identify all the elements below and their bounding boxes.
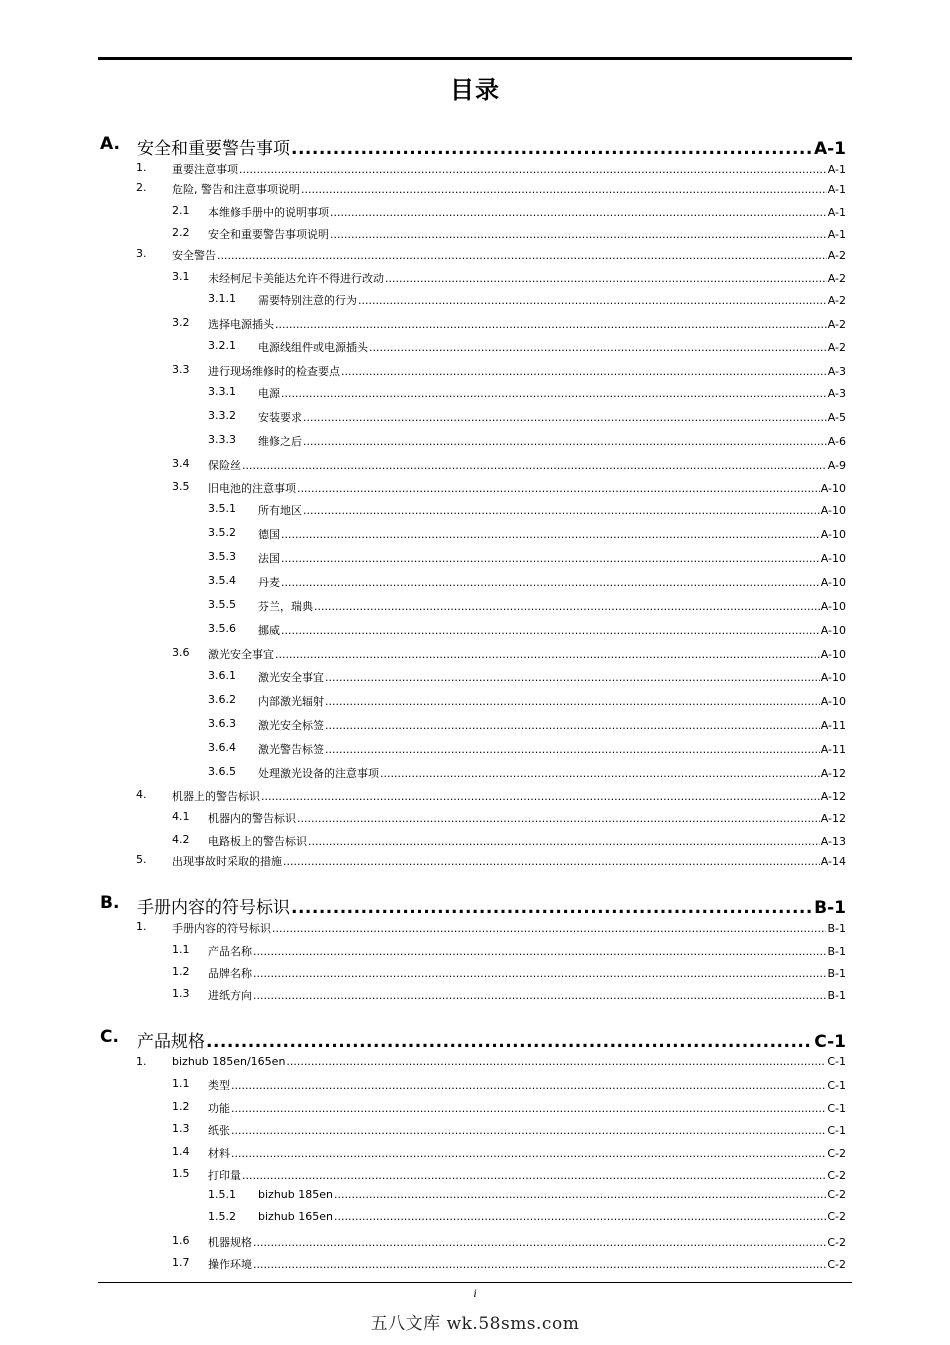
toc-number: 3.5.6 [208,622,236,635]
toc-entry[interactable] [172,1234,846,1250]
watermark-text: 五八文库 wk.58sms.com [370,1314,580,1334]
toc-label: 功能 [208,1102,230,1115]
page-number: i [473,1286,477,1300]
toc-entry[interactable] [172,480,846,496]
toc-page-ref: C-1 [827,1124,846,1137]
toc-entry[interactable] [172,987,846,1003]
toc-label: 安装要求 [258,411,302,424]
toc-label: 内部激光辐射 [258,695,324,708]
toc-number: 3.5 [172,480,190,493]
toc-entry[interactable] [172,457,846,473]
toc-number: 2. [136,181,147,194]
dot-leader [253,967,826,980]
toc-page-ref: A-2 [827,318,846,331]
toc-entry[interactable] [172,646,846,662]
toc-label: 所有地区 [258,504,302,517]
toc-page-ref: A-2 [827,294,846,307]
toc-page-ref: C-2 [827,1210,846,1223]
toc-number: 4.1 [172,810,190,823]
toc-number: 1.5 [172,1167,190,1180]
toc-label: 未经柯尼卡美能达允许不得进行改动 [208,272,384,285]
dot-leader [242,459,827,472]
toc-number: 2.2 [172,226,190,239]
toc-label: 出现事故时采取的措施 [172,855,282,868]
toc-label: 挪威 [258,624,280,637]
toc-label: 手册内容的符号标识 [172,922,271,935]
toc-number: 1.7 [172,1256,190,1269]
toc-number: 3.1.1 [208,292,236,305]
toc-label: 电路板上的警告标识 [208,835,307,848]
dot-leader [281,552,820,565]
toc-page-ref: A-10 [820,624,846,637]
toc-number: 3.3 [172,363,190,376]
toc-page-ref: A-2 [827,272,846,285]
toc-page-ref: A-11 [820,743,846,756]
toc-page-ref: A-1 [827,183,846,196]
toc-entry[interactable] [136,161,846,177]
dot-leader [325,695,820,708]
toc-number: 3.5.2 [208,526,236,539]
toc-entry[interactable] [136,788,846,804]
dot-leader [308,835,820,848]
toc-entry[interactable] [172,204,846,220]
toc-number: 3.4 [172,457,190,470]
toc-entry[interactable] [172,810,846,826]
toc-page-ref: A-1 [827,206,846,219]
dot-leader [330,228,827,241]
toc-label: bizhub 185en [258,1188,333,1201]
dot-leader [291,898,813,918]
toc-label: 激光警告标签 [258,743,324,756]
toc-number: B. [100,893,120,913]
dot-leader [217,249,827,262]
toc-entry[interactable] [208,292,846,308]
toc-label: 重要注意事项 [172,163,238,176]
toc-entry[interactable] [172,316,846,332]
dot-leader [330,206,827,219]
toc-number: 1.3 [172,1122,190,1135]
dot-leader [291,139,813,159]
dot-leader [231,1102,826,1115]
dot-leader [275,648,820,661]
toc-number: 3.2.1 [208,339,236,352]
dot-leader [297,812,820,825]
toc-page-ref: C-2 [827,1236,846,1249]
toc-entry[interactable] [208,385,846,401]
toc-page-ref: A-12 [820,790,846,803]
toc-entry[interactable] [172,965,846,981]
toc-label: 电源 [258,387,280,400]
dot-leader [242,1169,826,1182]
toc-number: 2.1 [172,204,190,217]
toc-number: 3.6.1 [208,669,236,682]
toc-label: 机器内的警告标识 [208,812,296,825]
toc-entry[interactable] [208,693,846,709]
toc-page-ref: A-12 [820,767,846,780]
toc-entry[interactable] [208,1188,846,1201]
toc-label: 激光安全事宜 [208,648,274,661]
toc-label: 机器规格 [208,1236,252,1249]
toc-label: 打印量 [208,1169,241,1182]
dot-leader [358,294,827,307]
dot-leader [231,1124,826,1137]
toc-page-ref: A-10 [820,600,846,613]
bottom-rule [98,1282,852,1283]
toc-number: 1.1 [172,943,190,956]
dot-leader [281,624,820,637]
toc-number: 3.2 [172,316,190,329]
toc-label: 旧电池的注意事项 [208,482,296,495]
toc-number: 1. [136,920,147,933]
dot-leader [253,1236,826,1249]
toc-page-ref: C-1 [814,1032,846,1052]
toc-label: 丹麦 [258,576,280,589]
toc-page-ref: A-2 [827,341,846,354]
toc-page-ref: C-2 [827,1147,846,1160]
toc-label: 激光安全事宜 [258,671,324,684]
toc-entry[interactable] [172,833,846,849]
toc-label: 品牌名称 [208,967,252,980]
toc-entry[interactable] [208,526,846,542]
toc-page-ref: A-10 [820,528,846,541]
dot-leader [231,1079,826,1092]
toc-number: 3.3.3 [208,433,236,446]
toc-page-ref: A-6 [827,435,846,448]
toc-entry[interactable] [208,669,846,685]
toc-page-ref: A-12 [820,812,846,825]
toc-label: 类型 [208,1079,230,1092]
dot-leader [303,435,827,448]
toc-page-ref: A-1 [827,228,846,241]
toc-entry[interactable] [208,717,846,733]
toc-label: 安全和重要警告事项 [137,139,290,159]
toc-page-ref: B-1 [827,945,846,958]
toc-page-ref: A-10 [820,695,846,708]
toc-number: 3.5.1 [208,502,236,515]
toc-number: 3.6.3 [208,717,236,730]
toc-entry[interactable] [136,1055,846,1068]
toc-number: 1.2 [172,965,190,978]
toc-number: C. [100,1027,119,1047]
toc-label: 芬兰，瑞典 [258,600,313,613]
toc-number: 1.2 [172,1100,190,1113]
toc-label: 进纸方向 [208,989,252,1002]
dot-leader [325,671,820,684]
toc-label: 需要特别注意的行为 [258,294,357,307]
toc-label: 本维修手册中的说明事项 [208,206,329,219]
toc-page-ref: A-13 [820,835,846,848]
toc-label: 危险, 警告和注意事项说明 [172,183,300,196]
toc-label: 产品规格 [137,1032,205,1052]
dot-leader [253,945,826,958]
toc-entry[interactable] [172,270,846,286]
toc-label: 选择电源插头 [208,318,274,331]
toc-number: 1. [136,1055,147,1068]
toc-entry[interactable] [172,1077,846,1093]
toc-entry[interactable] [208,574,846,590]
toc-label: 维修之后 [258,435,302,448]
toc-entry[interactable] [208,598,846,614]
toc-entry[interactable] [136,181,846,197]
dot-leader [303,504,820,517]
toc-page-ref: C-2 [827,1169,846,1182]
toc-number: 1.1 [172,1077,190,1090]
dot-leader [297,482,820,495]
toc-number: 3.5.4 [208,574,236,587]
dot-leader [286,1055,826,1068]
toc-label: bizhub 165en [258,1210,333,1223]
toc-number: A. [100,134,120,154]
toc-entry[interactable] [172,1167,846,1183]
dot-leader [281,576,820,589]
toc-number: 3. [136,247,147,260]
dot-leader [253,989,826,1002]
toc-page-ref: C-1 [827,1102,846,1115]
toc-label: 安全警告 [172,249,216,262]
toc-entry[interactable] [172,363,846,379]
dot-leader [369,341,827,354]
toc-entry[interactable] [172,1145,846,1161]
toc-number: 3.6.4 [208,741,236,754]
dot-leader [341,365,827,378]
toc-page-ref: A-14 [820,855,846,868]
toc-number: 3.3.1 [208,385,236,398]
toc-page-ref: A-10 [820,552,846,565]
toc-number: 1.4 [172,1145,190,1158]
toc-entry[interactable] [172,226,846,242]
toc-number: 3.5.5 [208,598,236,611]
toc-page-ref: A-10 [820,648,846,661]
dot-leader [301,183,827,196]
dot-leader [283,855,820,868]
dot-leader [314,600,820,613]
toc-number: 1.5.1 [208,1188,236,1201]
toc-entry[interactable] [208,339,846,355]
toc-page-ref: C-1 [827,1055,846,1068]
toc-entry[interactable] [136,920,846,936]
toc-page-ref: A-10 [820,482,846,495]
toc-number: 3.6.5 [208,765,236,778]
toc-section-heading[interactable] [100,134,846,159]
toc-label: 手册内容的符号标识 [137,898,290,918]
toc-page-ref: A-1 [827,163,846,176]
toc-label: 材料 [208,1147,230,1160]
toc-entry[interactable] [208,1210,846,1223]
toc-page-ref: B-1 [827,989,846,1002]
toc-section-heading[interactable] [100,893,846,918]
toc-label: bizhub 185en/165en [172,1055,286,1068]
toc-label: 安全和重要警告事项说明 [208,228,329,241]
dot-leader [272,922,826,935]
toc-number: 4. [136,788,147,801]
toc-page-ref: C-1 [827,1079,846,1092]
dot-leader [206,1032,813,1052]
toc-label: 纸张 [208,1124,230,1137]
toc-page-ref: A-10 [820,671,846,684]
toc-page-ref: A-10 [820,504,846,517]
toc-entry[interactable] [172,1122,846,1138]
toc-number: 1.3 [172,987,190,1000]
toc-label: 处理激光设备的注意事项 [258,767,379,780]
toc-label: 进行现场维修时的检查要点 [208,365,340,378]
toc-section-heading[interactable] [100,1027,846,1052]
dot-leader [231,1147,826,1160]
toc-number: 3.1 [172,270,190,283]
dot-leader [281,528,820,541]
toc-label: 产品名称 [208,945,252,958]
dot-leader [239,163,827,176]
toc-number: 3.3.2 [208,409,236,422]
toc-page-ref: B-1 [814,898,846,918]
toc-page-ref: B-1 [827,967,846,980]
toc-entry[interactable] [208,550,846,566]
dot-leader [385,272,827,285]
toc-label: 保险丝 [208,459,241,472]
toc-number: 3.6.2 [208,693,236,706]
toc-entry[interactable] [172,1256,846,1272]
toc-number: 1.5.2 [208,1210,236,1223]
dot-leader [275,318,827,331]
dot-leader [380,767,820,780]
toc-entry[interactable] [208,502,846,518]
toc-label: 法国 [258,552,280,565]
toc-number: 1. [136,161,147,174]
toc-page-ref: A-5 [827,411,846,424]
toc-page-ref: A-3 [827,387,846,400]
toc-number: 3.5.3 [208,550,236,563]
toc-label: 激光安全标签 [258,719,324,732]
dot-leader [261,790,820,803]
toc-entry[interactable] [208,409,846,425]
dot-leader [281,387,827,400]
toc-entry[interactable] [172,943,846,959]
toc-page-ref: A-1 [813,139,846,159]
toc-entry[interactable] [172,1100,846,1116]
toc-label: 德国 [258,528,280,541]
toc-number: 4.2 [172,833,190,846]
toc-label: 机器上的警告标识 [172,790,260,803]
dot-leader [325,743,820,756]
toc-page-ref: A-11 [820,719,846,732]
toc-label: 电源线组件或电源插头 [258,341,368,354]
toc-page-ref: B-1 [827,922,846,935]
dot-leader [303,411,827,424]
toc-page-ref: A-3 [827,365,846,378]
toc-entry[interactable] [208,765,846,781]
toc-number: 1.6 [172,1234,190,1247]
toc-page-ref: C-2 [827,1188,846,1201]
toc-number: 3.6 [172,646,190,659]
dot-leader [334,1210,826,1223]
dot-leader [325,719,820,732]
toc-entry[interactable] [136,247,846,263]
toc-page-ref: A-2 [827,249,846,262]
toc-entry[interactable] [208,622,846,638]
page-title: 目录 [450,76,500,104]
toc-page-ref: C-2 [827,1258,846,1271]
toc-entry[interactable] [136,853,846,869]
toc-label: 操作环境 [208,1258,252,1271]
toc-page-ref: A-10 [820,576,846,589]
toc-entry[interactable] [208,433,846,449]
toc-number: 5. [136,853,147,866]
toc-page-ref: A-9 [827,459,846,472]
dot-leader [334,1188,826,1201]
toc-entry[interactable] [208,741,846,757]
dot-leader [253,1258,826,1271]
